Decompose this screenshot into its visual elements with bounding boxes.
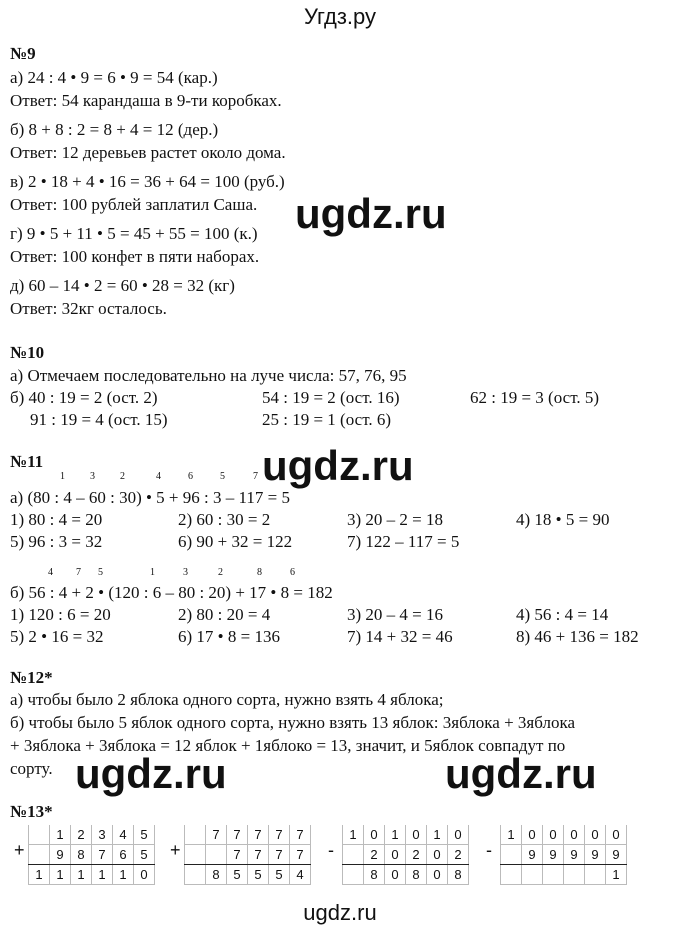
step: 2) 80 : 20 = 4 xyxy=(178,605,271,624)
order-mark: 6 xyxy=(188,471,193,482)
step: 7) 14 + 32 = 46 xyxy=(347,627,453,646)
grid-cell: 8 xyxy=(448,865,469,885)
grid-cell xyxy=(206,845,227,865)
grid-cell: 8 xyxy=(364,865,385,885)
grid-cell: 0 xyxy=(385,865,406,885)
grid-cell xyxy=(543,865,564,885)
minus-sign: - xyxy=(486,840,492,860)
grid-cell: 7 xyxy=(269,825,290,845)
order-mark: 5 xyxy=(98,567,103,578)
step: 3) 20 – 2 = 18 xyxy=(347,510,443,529)
grid-cell: 7 xyxy=(248,825,269,845)
grid-cell xyxy=(501,865,522,885)
grid-cell: 1 xyxy=(606,865,627,885)
task-12-b-line3: сорту. xyxy=(10,759,53,778)
task-9-d-answer: Ответ: 32кг осталось. xyxy=(10,299,167,318)
grid-cell: 8 xyxy=(206,865,227,885)
order-mark: 1 xyxy=(150,567,155,578)
grid-cell: 3 xyxy=(92,825,113,845)
grid-cell: 7 xyxy=(92,845,113,865)
order-mark: 7 xyxy=(76,567,81,578)
step: 5) 2 • 16 = 32 xyxy=(10,627,104,646)
task-13-heading: №13* xyxy=(10,802,53,821)
task-9-b: б) 8 + 8 : 2 = 8 + 4 = 12 (дер.) xyxy=(10,120,219,139)
grid-cell: 0 xyxy=(585,825,606,845)
grid-cell xyxy=(29,845,50,865)
step: 4) 18 • 5 = 90 xyxy=(516,510,610,529)
task-12-a: а) чтобы было 2 яблока одного сорта, нужно взять 4 яблока; xyxy=(10,690,444,709)
grid-cell: 5 xyxy=(227,865,248,885)
grid-cell: 9 xyxy=(543,845,564,865)
grid-cell: 0 xyxy=(448,825,469,845)
order-mark: 2 xyxy=(218,567,223,578)
task-9-a: а) 24 : 4 • 9 = 6 • 9 = 54 (кар.) xyxy=(10,68,218,87)
grid-cell xyxy=(522,865,543,885)
step: 1) 120 : 6 = 20 xyxy=(10,605,111,624)
grid-cell xyxy=(185,825,206,845)
grid-cell: 0 xyxy=(385,845,406,865)
grid-cell: 1 xyxy=(50,865,71,885)
grid-cell: 7 xyxy=(227,845,248,865)
grid-cell: 1 xyxy=(50,825,71,845)
task-12-b-line1: б) чтобы было 5 яблок одного сорта, нужно взять 13 яблок: 3яблока + 3яблока xyxy=(10,713,576,732)
column-calculation-grid xyxy=(500,825,627,885)
column-calculation-grid xyxy=(184,825,311,885)
order-mark: 4 xyxy=(48,567,53,578)
grid-cell: 9 xyxy=(50,845,71,865)
grid-cell: 7 xyxy=(248,845,269,865)
grid-cell: 2 xyxy=(71,825,92,845)
grid-cell: 9 xyxy=(606,845,627,865)
grid-cell: 7 xyxy=(290,845,311,865)
task-10-b3: 62 : 19 = 3 (ост. 5) xyxy=(470,388,600,407)
task-9-v-answer: Ответ: 100 рублей заплатил Саша. xyxy=(10,195,258,214)
grid-cell: 0 xyxy=(543,825,564,845)
grid-cell: 0 xyxy=(427,865,448,885)
order-mark: 6 xyxy=(290,567,295,578)
watermark: ugdz.ru xyxy=(295,190,447,237)
task-9-v: в) 2 • 18 + 4 • 16 = 36 + 64 = 100 (руб.) xyxy=(10,172,285,191)
footer-site: ugdz.ru xyxy=(303,900,377,925)
order-mark: 5 xyxy=(220,471,225,482)
grid-cell xyxy=(564,865,585,885)
plus-sign: + xyxy=(14,840,25,860)
grid-cell: 2 xyxy=(406,845,427,865)
minus-sign: - xyxy=(328,840,334,860)
grid-cell: 0 xyxy=(427,845,448,865)
grid-cell: 1 xyxy=(113,865,134,885)
step: 2) 60 : 30 = 2 xyxy=(178,510,271,529)
grid-cell: 0 xyxy=(406,825,427,845)
task-9-g: г) 9 • 5 + 11 • 5 = 45 + 55 = 100 (к.) xyxy=(10,224,258,243)
task-10-heading: №10 xyxy=(10,343,45,362)
step: 3) 20 – 4 = 16 xyxy=(347,605,443,624)
grid-cell: 7 xyxy=(269,845,290,865)
task-10-b1: б) 40 : 19 = 2 (ост. 2) xyxy=(10,388,158,407)
task-10-b2: 54 : 19 = 2 (ост. 16) xyxy=(262,388,400,407)
column-calculation-grid xyxy=(28,825,155,885)
order-mark: 4 xyxy=(156,471,161,482)
grid-cell: 5 xyxy=(134,845,155,865)
task-9-heading: №9 xyxy=(10,44,36,63)
step: 6) 90 + 32 = 122 xyxy=(178,532,293,551)
task-10-b4: 91 : 19 = 4 (ост. 15) xyxy=(30,410,168,429)
order-mark: 7 xyxy=(253,471,258,482)
grid-cell: 1 xyxy=(501,825,522,845)
grid-cell xyxy=(185,845,206,865)
grid-cell: 5 xyxy=(134,825,155,845)
grid-cell: 9 xyxy=(585,845,606,865)
task-11-a: а) (80 : 4 – 60 : 30) • 5 + 96 : 3 – 117 = 5 xyxy=(10,488,290,507)
task-9-a-answer: Ответ: 54 карандаша в 9-ти коробках. xyxy=(10,91,282,110)
step: 6) 17 • 8 = 136 xyxy=(178,627,280,646)
step: 8) 46 + 136 = 182 xyxy=(516,627,639,646)
grid-cell: 7 xyxy=(206,825,227,845)
grid-cell: 5 xyxy=(248,865,269,885)
grid-cell: 7 xyxy=(227,825,248,845)
grid-cell: 0 xyxy=(606,825,627,845)
grid-cell xyxy=(501,845,522,865)
order-mark: 3 xyxy=(183,567,188,578)
task-10-b5: 25 : 19 = 1 (ост. 6) xyxy=(262,410,392,429)
step: 4) 56 : 4 = 14 xyxy=(516,605,609,624)
watermark: ugdz.ru xyxy=(262,442,414,489)
step: 7) 122 – 117 = 5 xyxy=(347,532,460,551)
plus-sign: + xyxy=(170,840,181,860)
grid-cell: 8 xyxy=(406,865,427,885)
task-12-heading: №12* xyxy=(10,668,53,687)
grid-cell: 4 xyxy=(113,825,134,845)
grid-cell: 2 xyxy=(364,845,385,865)
grid-cell: 1 xyxy=(343,825,364,845)
task-11-b: б) 56 : 4 + 2 • (120 : 6 – 80 : 20) + 17 • 8 = 182 xyxy=(10,583,333,602)
order-mark: 8 xyxy=(257,567,262,578)
grid-cell xyxy=(343,845,364,865)
order-mark: 1 xyxy=(60,471,65,482)
grid-cell: 1 xyxy=(385,825,406,845)
grid-cell xyxy=(29,825,50,845)
task-9-b-answer: Ответ: 12 деревьев растет около дома. xyxy=(10,143,286,162)
task-9-d: д) 60 – 14 • 2 = 60 • 28 = 32 (кг) xyxy=(10,276,235,295)
grid-cell: 0 xyxy=(522,825,543,845)
grid-cell xyxy=(343,865,364,885)
grid-cell: 1 xyxy=(71,865,92,885)
watermark: ugdz.ru xyxy=(445,750,597,797)
grid-cell: 1 xyxy=(92,865,113,885)
watermark: ugdz.ru xyxy=(75,750,227,797)
order-mark: 2 xyxy=(120,471,125,482)
grid-cell: 1 xyxy=(29,865,50,885)
step: 5) 96 : 3 = 32 xyxy=(10,532,103,551)
grid-cell: 0 xyxy=(564,825,585,845)
grid-cell: 0 xyxy=(364,825,385,845)
grid-cell: 0 xyxy=(134,865,155,885)
grid-cell: 1 xyxy=(427,825,448,845)
grid-cell: 5 xyxy=(269,865,290,885)
task-11-heading: №11 xyxy=(10,452,44,471)
site-title: Угдз.ру xyxy=(303,4,377,29)
grid-cell: 6 xyxy=(113,845,134,865)
task-12-b-line2: + 3яблока + 3яблока = 12 яблок + 1яблоко = 13, значит, и 5яблок совпадут по xyxy=(10,736,566,755)
grid-cell: 4 xyxy=(290,865,311,885)
grid-cell: 9 xyxy=(522,845,543,865)
grid-cell xyxy=(585,865,606,885)
grid-cell: 9 xyxy=(564,845,585,865)
grid-cell: 8 xyxy=(71,845,92,865)
task-9-g-answer: Ответ: 100 конфет в пяти наборах. xyxy=(10,247,260,266)
grid-cell: 2 xyxy=(448,845,469,865)
task-10-a: а) Отмечаем последовательно на луче числа: 57, 76, 95 xyxy=(10,366,407,385)
column-calculation-grid xyxy=(342,825,469,885)
grid-cell: 7 xyxy=(290,825,311,845)
order-mark: 3 xyxy=(90,471,95,482)
step: 1) 80 : 4 = 20 xyxy=(10,510,103,529)
grid-cell xyxy=(185,865,206,885)
